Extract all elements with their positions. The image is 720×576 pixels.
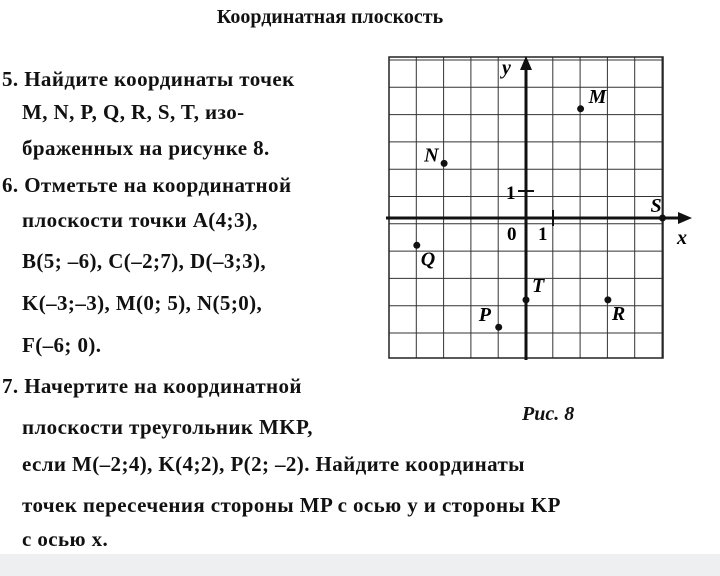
point-m (577, 105, 584, 112)
origin-label: 0 (507, 224, 517, 245)
text-line: K(–3;–3), M(0; 5), N(5;0), (22, 291, 263, 315)
text-line: точек пересечения стороны MP с осью y и стороны KP (22, 493, 561, 517)
unit-x-label: 1 (538, 224, 548, 245)
point-n (441, 160, 448, 167)
unit-y-label: 1 (506, 183, 516, 204)
point-label-t: T (532, 274, 545, 297)
point-label-q: Q (420, 248, 436, 271)
point-p (495, 324, 502, 331)
point-q (413, 242, 420, 249)
y-axis-arrow (520, 56, 532, 70)
point-label-p: P (478, 304, 491, 327)
x-axis-arrow (678, 212, 692, 224)
text-line: B(5; –6), C(–2;7), D(–3;3), (22, 249, 267, 273)
text-line: браженных на рисунке 8. (22, 136, 270, 160)
figure-caption: Рис. 8 (522, 403, 575, 425)
text-line: плоскости точки A(4;3), (22, 208, 258, 232)
point-label-n: N (424, 144, 439, 167)
text-line: если M(–2;4), K(4;2), P(2; –2). Найдите координаты (22, 452, 525, 476)
point-label-r: R (611, 302, 626, 325)
text-line: 5. Найдите координаты точек (2, 67, 295, 91)
text-line: 7. Начертите на координатной (2, 374, 302, 398)
page-title: Координатная плоскость (216, 6, 444, 28)
text-line: 6. Отметьте на координатной (2, 173, 292, 197)
text-line: F(–6; 0). (22, 333, 102, 357)
text-line: с осью x. (22, 527, 109, 551)
y-axis-label: y (502, 57, 511, 79)
point-r (604, 296, 611, 303)
points-layer (413, 86, 666, 331)
x-axis-label: x (677, 227, 687, 249)
axes (386, 56, 692, 360)
text-line: плоскости треугольник MKP, (22, 415, 313, 439)
point-t (523, 296, 530, 303)
point-label-s: S (650, 195, 662, 217)
point-label-m: M (588, 85, 607, 108)
text-line: M, N, P, Q, R, S, T, изо- (22, 100, 245, 124)
